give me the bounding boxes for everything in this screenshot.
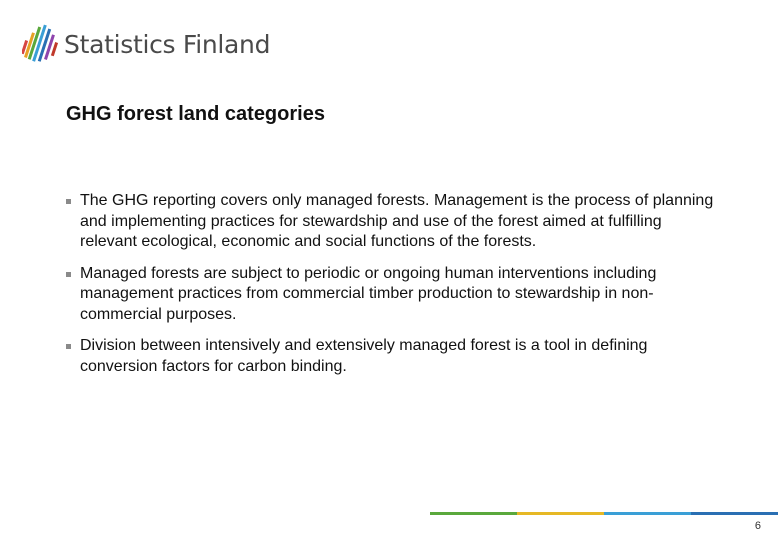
logo-text: Statistics Finland bbox=[64, 29, 271, 59]
bullet-list bbox=[66, 191, 716, 388]
color-bar-segment bbox=[604, 512, 691, 515]
color-bar-segment bbox=[691, 512, 778, 515]
page-number: 6 bbox=[754, 520, 761, 532]
color-bar-segment bbox=[430, 512, 517, 515]
bullet-text: Managed forests are subject to periodic or ongoing human interventions including management practices from commercial timber production to stewardship in non-commercial purposes. bbox=[80, 264, 657, 323]
color-bar-segment bbox=[517, 512, 604, 515]
bullet-square-icon bbox=[66, 199, 71, 204]
bullet-item bbox=[66, 336, 716, 377]
bullet-square-icon bbox=[66, 272, 71, 277]
statistics-finland-bars-icon bbox=[22, 22, 58, 68]
bullet-text: The GHG reporting covers only managed forests. Management is the process of planning and implementing practices for stewardship and use of the forest aimed at fulfilling relevant ecological, economic and social functions of the forests. bbox=[80, 192, 714, 250]
logo bbox=[22, 20, 270, 70]
bullet-text: Division between intensively and extensively managed forest is a tool in defining conversion factors for carbon binding. bbox=[80, 337, 648, 375]
slide-title: GHG forest land categories bbox=[66, 103, 325, 125]
bullet-item bbox=[66, 264, 716, 326]
bullet-square-icon bbox=[66, 344, 71, 349]
footer-color-bar bbox=[430, 512, 778, 515]
bullet-item bbox=[66, 191, 716, 253]
